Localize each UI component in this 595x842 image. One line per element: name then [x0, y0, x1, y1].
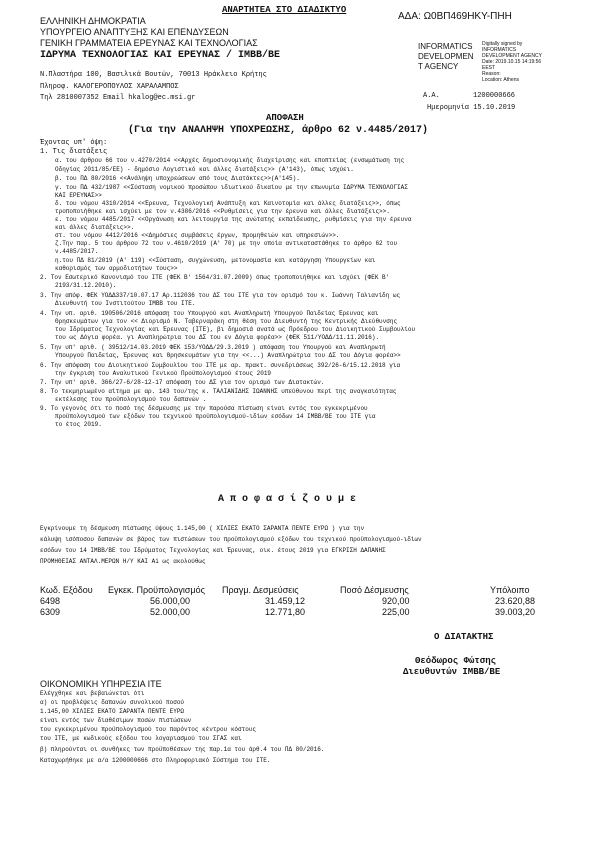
item-line: 8. Το τεκμηριωμένο αίτημα με αρ. 143 του/της κ. ΤΑΛΙΑΝΙΔΗΣ ΙΩΑΝΝΗΣ υπεύθυνου περί της αναγκαιότητας [40, 388, 397, 395]
institution-name: ΙΔΡΥΜΑ ΤΕΧΝΟΛΟΓΙΑΣ ΚΑΙ ΕΡΕΥΝΑΣ / IMBB/BE [40, 50, 281, 61]
stamp-small-7: Location: Athens [482, 77, 519, 83]
cell-commit: 225,00 [382, 607, 410, 617]
decide-line: Εγκρίνουμε τη δέσμευση πίστωσης ύψους 1.145,00 ( ΧΙΛΙΕΣ ΕΚΑΤΟ ΣΑΡΑΝΤΑ ΠΕΝΤΕ ΕΥΡΩ ) για την [40, 525, 365, 532]
stamp-line-2: DEVELOPMEN [418, 52, 474, 61]
phone-email: Τηλ 2810007352 Email hkalog@ec.msi.gr [40, 94, 196, 102]
item-line: Υπουργού Παιδείας, Έρευνας και Θρησκευμάτων για την <<...) Αναπληρώτρια του ΔΣ του Δόγια φορέα>> [55, 352, 401, 359]
finance-line: του ΙΤΕ, με κωδικούς εξόδου του λογαριασμού του ΣΓΑΣ και [40, 735, 242, 742]
cell-approved: 52.000,00 [150, 607, 191, 617]
item-line: 2193/31.12.2010). [55, 282, 117, 289]
table-row [40, 596, 548, 607]
item-line: 7. Την υπ' αριθ. 366/27-6/28-12-17 απόφαση του ΔΣ για τον ορισμό των Διατακτών. [40, 379, 325, 386]
provision-line: ν.4485/2017. [55, 248, 99, 255]
stamp-small-1: Digitally signed by [482, 41, 523, 47]
aa-value: 1200000666 [473, 92, 516, 100]
item-line: 4. Την υπ. αριθ. 190506/2016 απόφαση του Υπουργού και Αναπληρωτή Υπουργού Παιδείας Έρευνας και [40, 310, 379, 317]
stamp-small-6: Reason: [482, 71, 501, 77]
item-line: προϋπολογισμού των εξόδων του τεχνικού προϋπολογισμού-ιδίων εσόδων 14 IMBB/BE του ΙΤΕ για [55, 413, 376, 420]
col-header-actual: Πραγμ. Δεσμεύσεις [222, 585, 299, 595]
item-line: 6. Την απόφαση του Διοικητικού Συμβουλίου του ΙΤΕ με αρ. πρακτ. συνεδριάσεως 392/26-6/15.12.2018 για [40, 362, 401, 369]
item-line: Διευθυντή του Ινστιτούτου IMBB του ΙΤΕ. [55, 300, 196, 307]
aa-label: Α.Α. [423, 92, 440, 100]
provision-line: καθορισμός των αρμοδιοτήτων τους>> [55, 265, 178, 272]
finance-line: Καταχωρήθηκε με α/α 1200000666 στο Πληροφοριακό Σύστημα του ΙΤΕ. [40, 757, 271, 764]
stamp-small-2: INFORMATICS [482, 47, 517, 53]
cell-actual: 12.771,80 [265, 607, 306, 617]
col-header-approved: Εγκεκ. Προϋπολογισμός [108, 585, 205, 595]
provision-line: στ. του νόμου 4412/2016 <<Δημόσιες συμβάσεις έργων, προμηθειών και υπηρεσιών>>. [55, 232, 340, 239]
table-row [40, 607, 548, 618]
provision-line: γ. του ΠΔ 432/1987 <<Σύσταση νομικού προσώπου ιδιωτικού δικαίου με την επωνυμία ΙΔΡΥΜΑ ΤΕΧΝΟΛΟΓΙΑΣ [55, 184, 408, 191]
cell-approved: 56.000,00 [150, 596, 191, 606]
decide-line: εσόδων του 14 IMBB/BE του Ιδρύματος Τεχνολογίας και Έρευνας, οικ. έτους 2019 για ΕΓΚΡΙΣΗ ΔΑΠΑΝΗΣ [40, 547, 386, 554]
provision-line: δ. του νόμου 4310/2014 <<Έρευνα, Τεχνολογική Ανάπτυξη και Καινοτομία και άλλες διατάξεις>>, όπως [55, 200, 401, 207]
item-line: το έτος 2019. [55, 421, 102, 428]
item-line: 3. Την απόφ. ΦΕΚ ΥΟΔΔ337/10.07.17 Αρ.112036 του ΔΣ του ΙΤΕ για τον ορισμό του κ. Ιωάννη Ταλιανίδη ως [40, 292, 401, 299]
item-line: 9. Το γεγονός ότι το ποσό της δέσμευσης με την παρούσα πίστωση είναι εντός του εγκεκριμένου [40, 405, 368, 412]
item-line: του Ιδρύματος Τεχνολογίας και Έρευνας (ΙΤΕ), βι δημοσιά ανατά ως Πρόεδρου του Διοικητικού Συμβουλίου [55, 326, 416, 333]
decide-title: Α π ο φ α σ ί ζ ο υ μ ε [218, 494, 357, 505]
finance-line: 1.145,00 ΧΙΛΙΕΣ ΕΚΑΤΟ ΣΑΡΑΝΤΑ ΠΕΝΤΕ ΕΥΡΩ [40, 708, 185, 715]
decision-title: ΑΠΟΦΑΣΗ [266, 113, 304, 123]
ada-code: ΑΔΑ: Ω0ΒΠ469ΗΚΥ-ΠΗΗ [398, 11, 512, 22]
stamp-small-4: Date: 2019.10.15 14:19:56 [482, 59, 542, 65]
provision-line: Οδηγίας 2011/85/ΕΕ) - δημόσιο Λογιστικό και άλλες διατάξεις>> (Α'143), όπως ισχύει. [55, 166, 354, 173]
contact-person: Πληροφ. ΚΑΛΟΓΕΡΟΠΟΥΛΟΣ ΧΑΡΑΛΑΜΠΟΣ [40, 83, 179, 91]
finance-title: ΟΙΚΟΝΟΜΙΚΗ ΥΠΗΡΕΣΙΑ ΙΤΕ [40, 679, 162, 689]
org-line-2: ΥΠΟΥΡΓΕΙΟ ΑΝΑΠΤΥΞΗΣ ΚΑΙ ΕΠΕΝΔΥΣΕΩΝ [40, 27, 229, 37]
finance-line: α) οι προβλέψεις δαπανών συνολικού ποσού [40, 699, 185, 706]
signer-title: Ο ΔΙΑΤΑΚΤΗΣ [434, 632, 494, 642]
budget-table [40, 585, 548, 618]
provision-line: και άλλες διατάξεις>>. [55, 224, 135, 231]
stamp-line-1: INFORMATICS [418, 42, 473, 51]
cell-code: 6309 [40, 607, 61, 617]
org-line-1: ΕΛΛΗΝΙΚΗ ΔΗΜΟΚΡΑΤΙΑ [40, 16, 146, 26]
item-1: 1. Τις διατάξεις [40, 148, 108, 156]
finance-line: του εγκεκριμένου προϋπολογισμού του παρόντος κέντρου κόστους [40, 726, 257, 733]
stamp-line-3: T AGENCY [418, 62, 459, 71]
decision-subtitle: (Για την ΑΝΑΛΗΨΗ ΥΠΟΧΡΕΩΣΗΣ, άρθρο 62 ν.4485/2017) [128, 125, 429, 136]
stamp-small-5: EEST [482, 65, 496, 71]
finance-line: β) πληρούνται οι συνθήκες των προϋποθέσεων της παρ.1α του άρθ.4 του ΠΔ 80/2016. [40, 746, 325, 753]
provision-line: τροποποιήθηκε και ισχύει με τον ν.4386/2016 <<Ρυθμίσεις για την έρευνα και άλλες διατάξεις>>. [55, 208, 390, 215]
having-in-mind: Έχοντας υπ' όψη: [40, 139, 108, 147]
provision-line: β. του ΠΔ 80/2016 <<Ανάληψη υποχρεώσεων από τους Διατάκτες>>(Α'145). [55, 175, 300, 182]
signer-role: Διευθυντών IMBB/BE [403, 667, 501, 677]
table-header-row [40, 585, 548, 596]
provision-line: ε. του νόμου 4485/2017 <<Οργάνωση και λειτουργία της ανώτατης εκπαίδευσης, ρυθμίσεις για την έρευνα [55, 216, 412, 223]
org-line-3: ΓΕΝΙΚΗ ΓΡΑΜΜΑΤΕΙΑ ΕΡΕΥΝΑΣ ΚΑΙ ΤΕΧΝΟΛΟΓΙΑΣ [40, 38, 258, 48]
item-line: 2. Τον Εσωτερικό Κανονισμό του ΙΤΕ (ΦΕΚ Β' 1564/31.07.2009) όπως τροποποιήθηκε και ισχύει (ΦΕΚ Β' [40, 274, 390, 281]
cell-code: 6498 [40, 596, 61, 606]
signer-name: Θεόδωρος Φώτσης [415, 656, 497, 666]
col-header-balance: Υπόλοιπο [490, 585, 530, 595]
cell-commit: 920,00 [382, 596, 410, 606]
item-line: την έγκριση του Αναλυτικού Γενικού Προϋπολογισμού έτους 2019 [55, 370, 272, 377]
provision-line: η.του ΠΔ 81/2019 (Α' 119) <<Σύσταση, συγχώνευση, μετονομασία και κατάργηση Υπουργείων και [55, 257, 376, 264]
decision-date: Ημερομηνία 15.10.2019 [427, 104, 516, 112]
posting-title: ΑΝΑΡΤΗΤΕΑ ΣΤΟ ΔΙΑΔΙΚΤΥΟ [222, 5, 347, 15]
stamp-small-3: DEVELOPMENT AGENCY [482, 53, 542, 59]
cell-balance: 39.003,20 [495, 607, 536, 617]
decide-line: ΠΡΟΜΗΘΕΙΑΣ ΑΝΤΑΛ.ΜΕΡΩΝ Η/Υ ΚΑΙ Ai ως ακολούθως [40, 558, 206, 565]
item-line: του ως Δόγια φορέα. γι Αναπληρώτρια του ΔΣ του εν Δόγια φορέα>> (ΦΕΚ 511/ΥΟΔΔ/11.11.2016). [55, 334, 380, 341]
item-line: Θρησκευμάτων για τον << Διορισμό Ν. Ταβερναράκη στη θέση του Διευθυντή της Κεντρικής Διεύθυνσης [55, 318, 398, 325]
col-header-commit: Ποσό Δέσμευσης [340, 585, 409, 595]
cell-actual: 31.459,12 [265, 596, 306, 606]
address: Ν.Πλαστήρα 100, Βασιλικά Βουτών, 70013 Ηράκλειο Κρήτης [40, 71, 267, 79]
finance-line: είναι εντός των διαθέσιμων ποσών πιστώσεων [40, 717, 192, 724]
item-line: 5. Την υπ' αριθ. ( 39512/14.03.2019 ΦΕΚ 153/ΥΟΔΔ/29.3.2019 ) απόφαση του Υπουργού και Αναπληρωτή [40, 344, 386, 351]
provision-line: ΚΑΙ ΕΡΕΥΝΑΣ>> [55, 192, 102, 199]
provision-line: ζ.Την παρ. 5 του άρθρου 72 του ν.4610/2019 (Α' 70) με την οποία αντικαταστάθηκε το άρθρο 62 του [55, 240, 398, 247]
decide-line: κάλυψη ισόποσου δαπανών σε βάρος των πιστώσεων του προϋπολογισμού εξόδων του τεχνικού προϋπολογισμού-ιδίων [40, 536, 422, 543]
cell-balance: 23.620,88 [495, 596, 536, 606]
finance-line: Ελέγχθηκε και βεβαιώνεται ότι [40, 690, 145, 697]
col-header-code: Κωδ. Εξόδου [40, 585, 93, 595]
item-line: εκτέλεσης του προϋπολογισμού του δαπανών . [55, 396, 207, 403]
provision-line: α. του άρθρου 66 του ν.4270/2014 <<Αρχές δημοσιονομικής διαχείρισης και εποπτείας (ενσωμάτωση της [55, 157, 405, 164]
